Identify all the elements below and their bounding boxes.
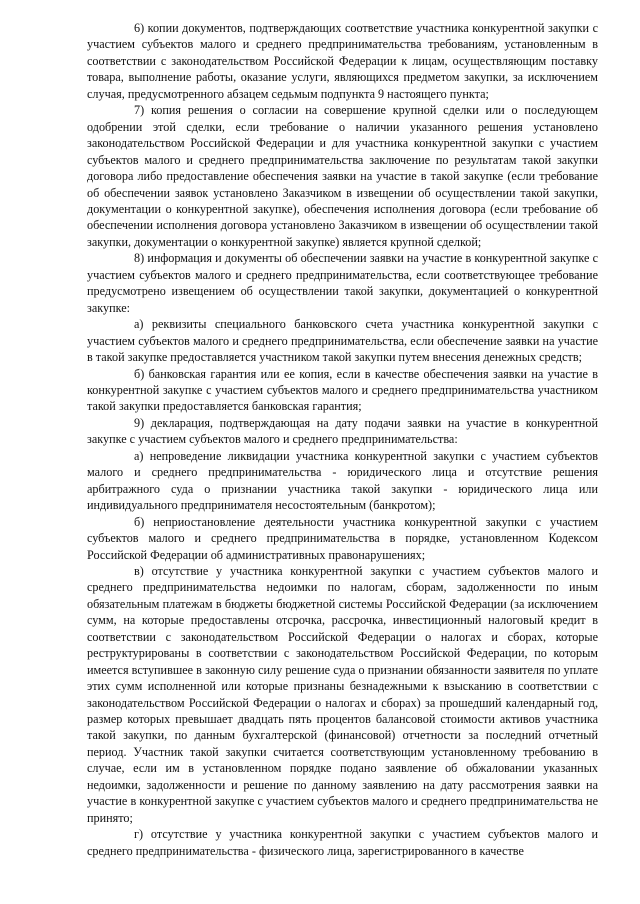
paragraph-item-8a: а) реквизиты специального банковского счета участника конкурентной закупки с участием субъектов малого и среднего предпринимательства, если обеспечение заявки на участие в такой закупке предоставляется участником такой закупки путем внесения денежных средств; [87, 317, 598, 365]
paragraph-item-9a: а) непроведение ликвидации участника конкурентной закупки с участием субъектов малого и среднего предпринимательства - юридического лица и отсутствие решения арбитражного суда о признании участника такой закупки - юридического лица или индивидуального предпринимателя несостоятельным (банкротом); [87, 448, 598, 513]
paragraph-item-9b: б) неприостановление деятельности участника конкурентной закупки с участием субъектов малого и среднего предпринимательства в порядке, установленном Кодексом Российской Федерации об административных правонарушениях; [87, 514, 598, 562]
paragraph-item-8b: б) банковская гарантия или ее копия, если в качестве обеспечения заявки на участие в конкурентной закупке с участием субъектов малого и среднего предпринимательства участником такой закупки предоставляется банковская гарантия; [87, 366, 598, 414]
document-page [87, 20, 598, 859]
paragraph-item-6: 6) копии документов, подтверждающих соответствие участника конкурентной закупки с участием субъектов малого и среднего предпринимательства требованиям, установленным в соответствии с законодательством Российской Федерации к лицам, осуществляющим поставку товара, выполнение работы, оказание услуги, являющихся предметом закупки, за исключением случая, предусмотренного абзацем седьмым подпункта 9 настоящего пункта; [87, 21, 598, 101]
paragraph-item-7: 7) копия решения о согласии на совершение крупной сделки или о последующем одобрении этой сделки, если требование о наличии указанного решения установлено законодательством Российской Федерации и для участника конкурентной закупки с участием субъектов малого и среднего предпринимательства заключение по результатам такой закупки договора либо предоставление обеспечения заявки на участие в такой закупке (если требование об обеспечении заявок установлено Заказчиком в извещении об осуществлении такой закупки, документации о конкурентной закупке), обеспечения исполнения договора (если требование об обеспечении исполнения договора установлено Заказчиком в извещении об осуществлении такой закупки, документации о конкурентной закупке) является крупной сделкой; [87, 103, 598, 249]
paragraph-item-8: 8) информация и документы об обеспечении заявки на участие в конкурентной закупке с участием субъектов малого и среднего предпринимательства, если соответствующее требование предусмотрено извещением об осуществлении такой закупки, документацией о конкурентной закупке: [87, 251, 598, 315]
paragraph-item-9g: г) отсутствие у участника конкурентной закупки с участием субъектов малого и среднего предпринимательства - физического лица, зарегистрированного в качестве [87, 827, 598, 858]
paragraph-item-9v: в) отсутствие у участника конкурентной закупки с участием субъектов малого и среднего предпринимательства недоимки по налогам, сборам, задолженности по иным обязательным платежам в бюджеты бюджетной системы Российской Федерации (за исключением сумм, на которые предоставлены отсрочка, рассрочка, инвестиционный налоговый кредит в соответствии с законодательством Российской Федерации о налогах и сборах, которые реструктурированы в соответствии с законодательством Российской Федерации, по которым имеется вступившее в законную силу решение суда о признании обязанности заявителя по уплате этих сумм исполненной или которые признаны безнадежными к взысканию в соответствии с законодательством Российской Федерации о налогах и сборах) за прошедший календарный год, размер которых превышает двадцать пять процентов балансовой стоимости активов участника такой закупки, по данным бухгалтерской (финансовой) отчетности за последний отчетный период. Участник такой закупки считается соответствующим установленному требованию в случае, если им в установленном порядке подано заявление об обжаловании указанных недоимки, задолженности и решение по данному заявлению на дату рассмотрения заявки на участие в конкурентной закупке с участием субъектов малого и среднего предпринимательства не принято; [87, 563, 598, 825]
paragraph-item-9: 9) декларация, подтверждающая на дату подачи заявки на участие в конкурентной закупке с участием субъектов малого и среднего предпринимательства: [87, 415, 598, 447]
